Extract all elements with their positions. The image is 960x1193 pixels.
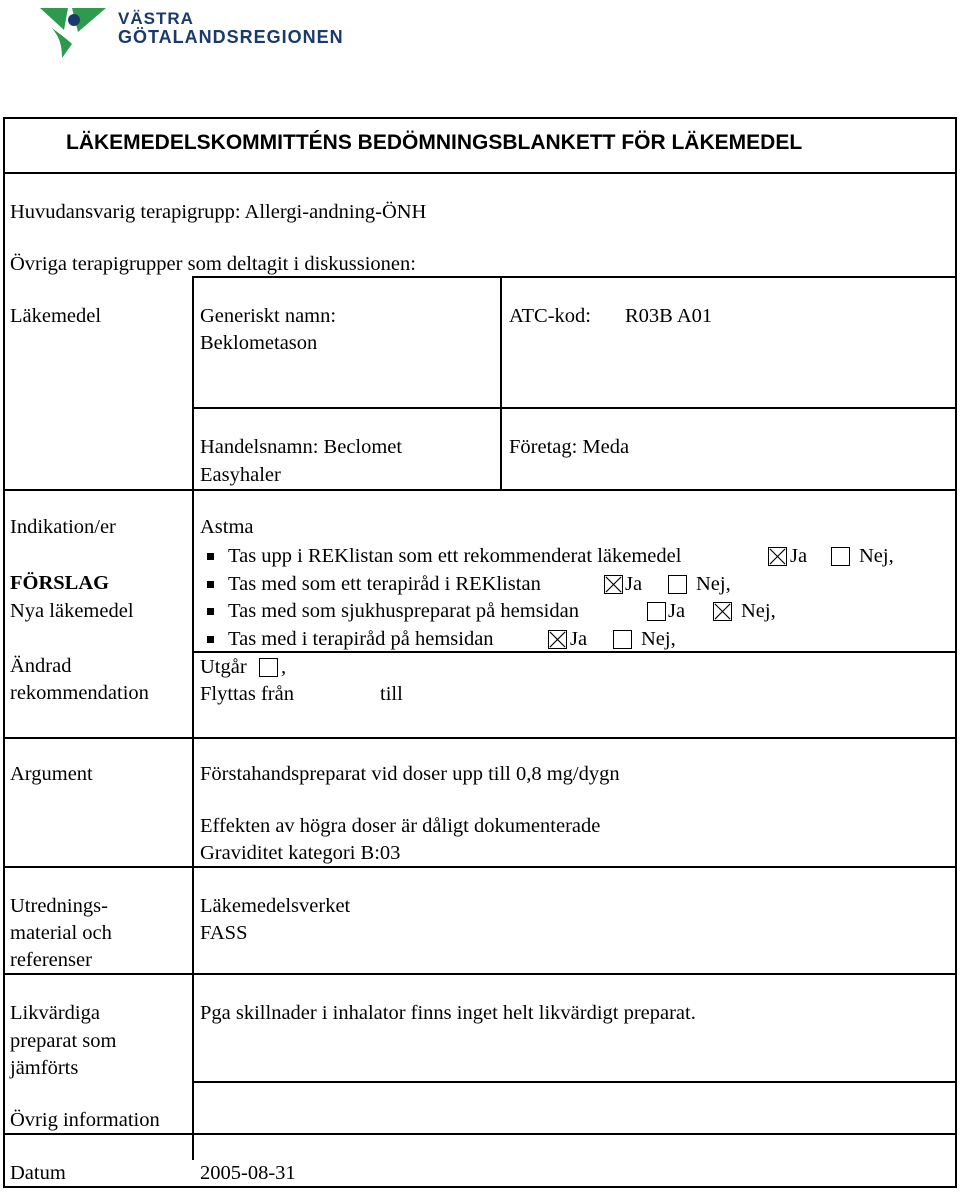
utgar-row	[0, 654, 960, 681]
ja-label: Ja	[570, 628, 588, 650]
bullet-icon	[207, 581, 214, 588]
ja-label: Ja	[668, 600, 686, 622]
ja-checkbox[interactable]	[768, 547, 787, 566]
indication-label: Indikation/er	[10, 516, 116, 538]
company: Företag: Meda	[509, 436, 630, 458]
ja-label: Ja	[625, 573, 643, 595]
option-row	[0, 598, 960, 625]
generic-name-value: Beklometason	[200, 332, 318, 354]
divider	[3, 172, 957, 174]
equivalent-label-1: Likvärdiga	[10, 1002, 100, 1024]
bullet-icon	[207, 608, 214, 615]
vastra-gotalandsregionen-logo	[38, 0, 344, 62]
nej-checkbox[interactable]	[613, 630, 632, 649]
divider	[500, 276, 502, 489]
divider	[3, 973, 957, 975]
argument-label: Argument	[10, 763, 93, 785]
indication-value: Astma	[200, 516, 254, 538]
ja-checkbox[interactable]	[548, 630, 567, 649]
drug-label: Läkemedel	[10, 305, 102, 327]
option-text: Tas med som sjukhuspreparat på hemsidan	[228, 600, 579, 622]
logo-line2: GÖTALANDSREGIONEN	[118, 27, 344, 47]
divider	[192, 276, 194, 1160]
ja-label: Ja	[790, 545, 808, 567]
utgar-checkbox[interactable]	[259, 658, 278, 677]
argument-line2: Effekten av högra doser är dåligt dokumenterade	[200, 815, 601, 837]
recommendation-label: rekommendation	[10, 682, 149, 704]
bullet-icon	[207, 553, 214, 560]
date-value: 2005-08-31	[200, 1162, 296, 1184]
option-text: Tas med som ett terapiråd i REKlistan	[228, 573, 541, 595]
option-row	[0, 571, 960, 598]
logo-line1: VÄSTRA	[118, 9, 194, 28]
nej-checkbox[interactable]	[831, 547, 850, 566]
equivalent-label-2: preparat som	[10, 1030, 117, 1052]
option-text: Tas med i terapiråd på hemsidan	[228, 628, 494, 650]
divider	[3, 737, 957, 739]
other-therapy-groups: Övriga terapigrupper som deltagit i diskussionen:	[10, 253, 416, 275]
changed-label: Ändrad	[10, 655, 72, 677]
main-therapy-group: Huvudansvarig terapigrupp: Allergi-andning-ÖNH	[10, 201, 427, 223]
ja-checkbox[interactable]	[647, 602, 666, 621]
option-row	[0, 543, 960, 570]
utgar-label: Utgår	[200, 656, 247, 678]
equivalent-label-3: jämförts	[10, 1057, 79, 1079]
option-row	[0, 626, 960, 653]
ja-checkbox[interactable]	[604, 575, 623, 594]
bullet-icon	[207, 636, 214, 643]
nej-label: Nej,	[641, 628, 676, 650]
material-label-3: referenser	[10, 949, 92, 971]
divider	[193, 407, 957, 409]
flyttas-label: Flyttas från	[200, 683, 294, 705]
nej-checkbox[interactable]	[713, 602, 732, 621]
logo-mark-icon	[38, 0, 108, 62]
utgar-suffix: ,	[281, 656, 287, 678]
other-info-label: Övrig information	[10, 1109, 160, 1131]
form-title: LÄKEMEDELSKOMMITTÉNS BEDÖMNINGSBLANKETT FÖR LÄKEMEDEL	[66, 131, 803, 154]
till-label: till	[380, 683, 403, 705]
nej-label: Nej,	[741, 600, 776, 622]
material-label-1: Utrednings-	[10, 895, 108, 917]
divider	[3, 866, 957, 868]
flyttas-row	[0, 681, 960, 708]
material-line1: Läkemedelsverket	[200, 895, 351, 917]
new-drugs-label: Nya läkemedel	[10, 600, 134, 622]
nej-label: Nej,	[859, 545, 894, 567]
trade-name-value: Easyhaler	[200, 464, 281, 486]
nej-checkbox[interactable]	[668, 575, 687, 594]
atc-code-label: ATC-kod:	[509, 305, 591, 327]
generic-name-label: Generiskt namn:	[200, 305, 337, 327]
equivalent-value: Pga skillnader i inhalator finns inget helt likvärdigt preparat.	[200, 1002, 696, 1024]
option-text: Tas upp i REKlistan som ett rekommenderat läkemedel	[228, 545, 682, 567]
date-label: Datum	[10, 1162, 66, 1184]
material-line2: FASS	[200, 922, 248, 944]
atc-code-value: R03B A01	[625, 305, 713, 327]
divider	[3, 489, 957, 491]
argument-line1: Förstahandspreparat vid doser upp till 0,8 mg/dygn	[200, 763, 620, 785]
divider	[193, 1081, 957, 1083]
proposal-label: FÖRSLAG	[10, 572, 110, 594]
nej-label: Nej,	[696, 573, 731, 595]
trade-name-label: Handelsnamn: Beclomet	[200, 436, 403, 458]
argument-line3: Graviditet kategori B:03	[200, 842, 401, 864]
material-label-2: material och	[10, 922, 112, 944]
